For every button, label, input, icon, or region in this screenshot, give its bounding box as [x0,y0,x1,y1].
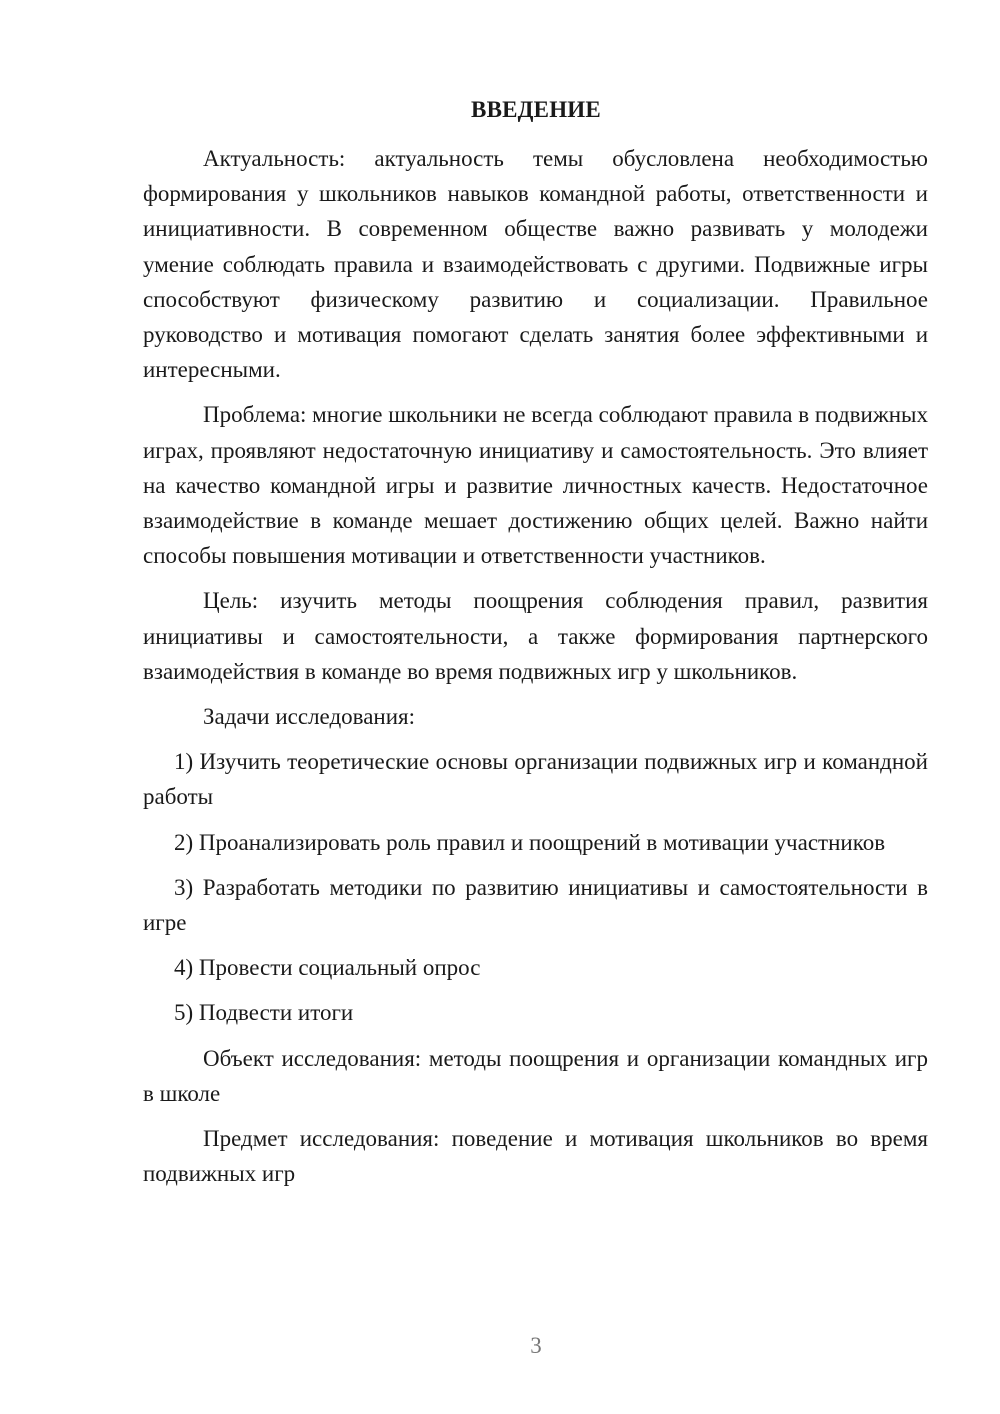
task-item-5: 5) Подвести итоги [174,1000,354,1026]
paragraph-problem: Проблема: многие школьники не всегда соблюдают правила в подвижных играх, проявляют недостаточную инициативу и самостоятельность. Это влияет на качество командной игры и развитие личностных качеств. Недостаточное взаимодействие в команде мешает достижению общих целей. Важно найти способы повышения мотивации и ответственности участников. [143,402,928,569]
tasks-heading: Задачи исследования: [203,704,416,730]
task-item-3: 3) Разработать методики по развитию инициативы и самостоятельности в игре [143,874,928,936]
page-number: 3 [530,1333,542,1358]
paragraph-subject: Предмет исследования: поведение и мотивация школьников во время подвижных игр [143,1126,928,1187]
task-item-1: 1) Изучить теоретические основы организации подвижных игр и командной работы [143,749,928,810]
task-item-4: 4) Провести социальный опрос [174,955,481,981]
body-text [143,141,928,1201]
page-title: ВВЕДЕНИЕ [471,97,601,122]
task-item-2: 2) Проанализировать роль правил и поощрений в мотивации участников [174,829,886,855]
paragraph-relevance: Актуальность: актуальность темы обусловлена необходимостью формирования у школьников навыков командной работы, ответственности и инициативности. В современном обществе важно развивать у молодежи умение соблюдать правила и взаимодействовать с другими. Подвижные игры способствуют физическому развитию и социализации. Правильное руководство и мотивация помогают сделать занятия более эффективными и интересными. [143,146,928,383]
paragraph-object: Объект исследования: методы поощрения и организации командных игр в школе [143,1045,928,1106]
paragraph-goal: Цель: изучить методы поощрения соблюдения правил, развития инициативы и самостоятельности, а также формирования партнерского взаимодействия в команде во время подвижных игр у школьников. [143,588,928,684]
